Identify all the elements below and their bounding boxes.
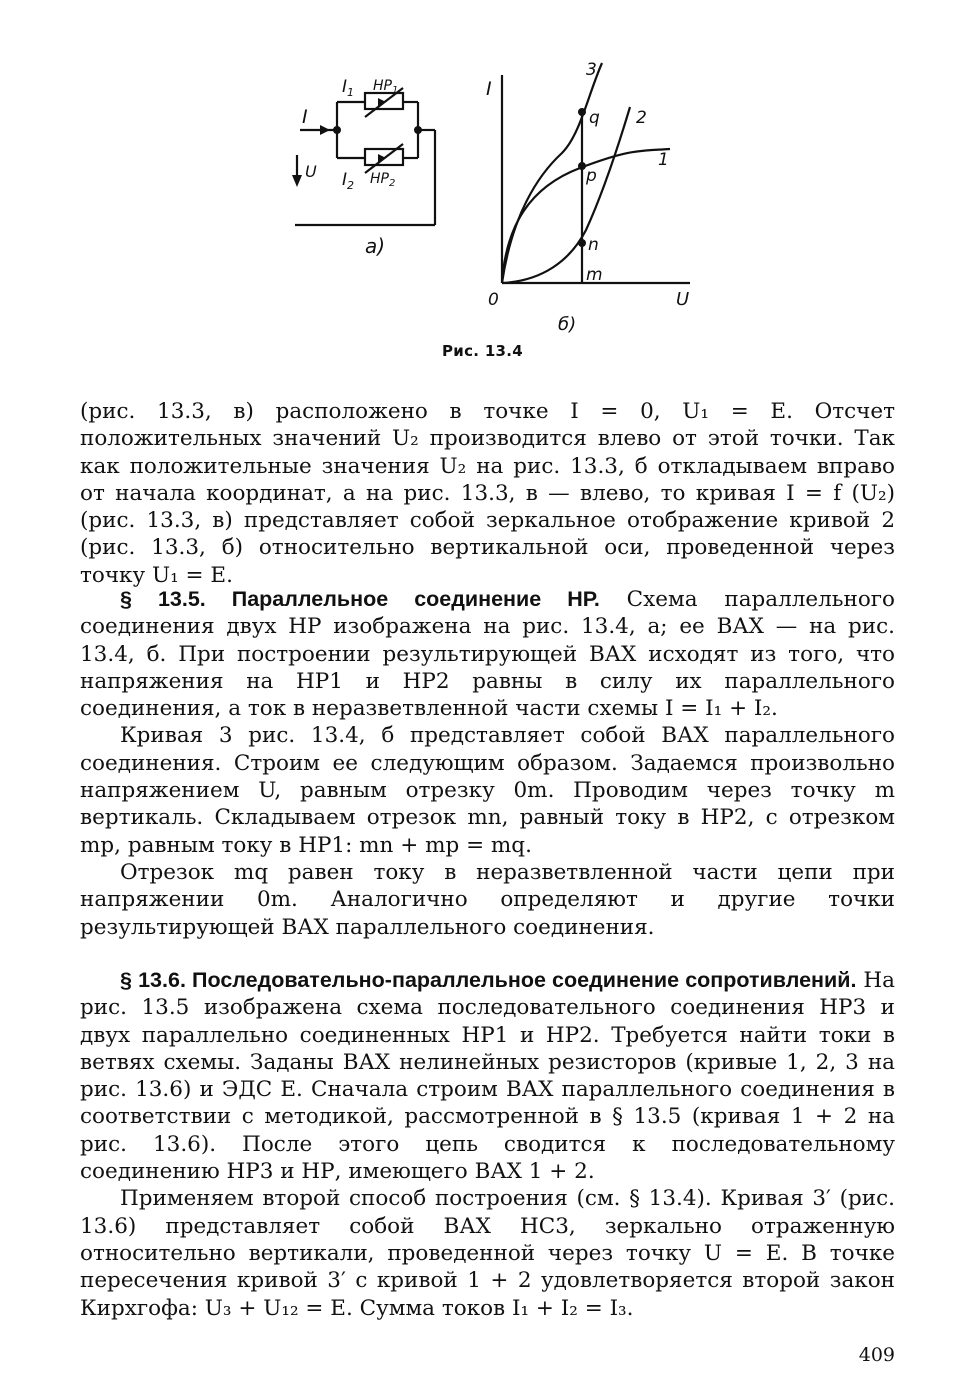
- left-node: [333, 126, 341, 134]
- curve-2-label: 2: [636, 108, 647, 128]
- curve-2: [502, 107, 630, 283]
- i2-label: $I_2$: [342, 170, 355, 192]
- text-block-continued: [80, 398, 895, 589]
- figure-drawing: [280, 55, 720, 365]
- point-q-label: q: [589, 108, 600, 128]
- panel-a-label: а): [365, 234, 386, 258]
- voltage-u-label: U: [305, 162, 317, 181]
- axis-i-label: I: [486, 78, 492, 100]
- point-p-label: p: [586, 166, 597, 186]
- point-n-label: n: [588, 235, 599, 255]
- panel-b-label: б): [558, 314, 577, 335]
- point-m-label: m: [586, 265, 603, 285]
- page-number: 409: [858, 1344, 895, 1366]
- curve-1-label: 1: [658, 150, 669, 170]
- hp1-label: $НР_1$: [373, 78, 399, 96]
- figure-caption: Рис. 13.4: [442, 342, 524, 360]
- section-13-6: [80, 967, 895, 1322]
- current-arrow: [320, 125, 330, 135]
- circuit-diagram: [295, 88, 435, 225]
- section-13-5-body: Схема параллельного соединения двух НР изображена на рис. 13.4, а; ее ВАХ — на рис. 13.4, б. При построении результирующей ВАХ исходят из того, что напряжения на НР1 и НР2 равны в силу их параллельного соединения, а ток в неразветвленной части схемы I = I₁ + I₂.: [80, 587, 895, 722]
- paragraph-second-method: Применяем второй способ построения (см. § 13.4). Кривая 3′ (рис. 13.6) представляет собой ВАХ НС3, зеркально отраженную относительно вертикали, проведенной через точку U = E. В точке пересечения кривой 3′ с кривой 1 + 2 удовлетворяется второй закон Кирхгофа: U₃ + U₁₂ = E. Сумма токов I₁ + I₂ = I₃.: [80, 1186, 895, 1321]
- section-13-6-heading: § 13.6. Последовательно-параллельное соединение сопротивлений.: [120, 968, 857, 992]
- right-node: [414, 126, 422, 134]
- section-13-5-heading: § 13.5. Параллельное соединение НР.: [120, 587, 600, 611]
- paragraph-13-5-intro: [80, 586, 895, 722]
- point-n: [578, 239, 586, 247]
- paragraph-13-6-intro: [80, 967, 895, 1185]
- current-i-label: I: [302, 106, 308, 128]
- curve-3-label: 3: [586, 60, 597, 80]
- figure-13-4: [280, 55, 720, 365]
- point-p: [578, 162, 586, 170]
- axis-u-label: U: [676, 289, 690, 310]
- point-q: [578, 108, 586, 116]
- voltage-arrow: [292, 175, 302, 187]
- origin-label: 0: [488, 290, 499, 310]
- section-13-5: [80, 586, 895, 941]
- hp2-label: $НР_2$: [370, 171, 396, 189]
- i1-label: $I_1$: [342, 77, 355, 99]
- paragraph-curve-3: Кривая 3 рис. 13.4, б представляет собой ВАХ параллельного соединения. Строим ее следующим образом. Задаемся произвольно напряжением U, равным отрезку 0m. Проводим через точку m вертикаль. Складываем отрезок mn, равный току в НР2, с отрезком mp, равным току в НР1: mn + mp = mq.: [80, 723, 895, 858]
- paragraph-continued: (рис. 13.3, в) расположено в точке I = 0, U₁ = E. Отсчет положительных значений U₂ производится влево от этой точки. Так как положительные значения U₂ на рис. 13.3, б откладываем вправо от начала координат, а на рис. 13.3, в — влево, то кривая I = f (U₂) (рис. 13.3, в) представляет собой зеркальное отображение кривой 2 (рис. 13.3, б) относительно вертикальной оси, проведенной через точку U₁ = E.: [80, 399, 895, 588]
- paragraph-segment-mq: Отрезок mq равен току в неразветвленной части цепи при напряжении 0m. Аналогично определяют и другие точки результирующей ВАХ параллельного соединения.: [80, 859, 895, 940]
- section-13-6-body: На рис. 13.5 изображена схема последовательного соединения НР3 и двух параллельно соединенных НР1 и НР2. Требуется найти токи в ветвях схемы. Заданы ВАХ нелинейных резисторов (кривые 1, 2, 3 на рис. 13.6) и ЭДС E. Сначала строим ВАХ параллельного соединения в соответствии с методикой, рассмотренной в § 13.5 (кривая 1 + 2 на рис. 13.6). После этого цепь сводится к последовательному соединению НР3 и НР, имеющего ВАХ 1 + 2.: [80, 968, 896, 1185]
